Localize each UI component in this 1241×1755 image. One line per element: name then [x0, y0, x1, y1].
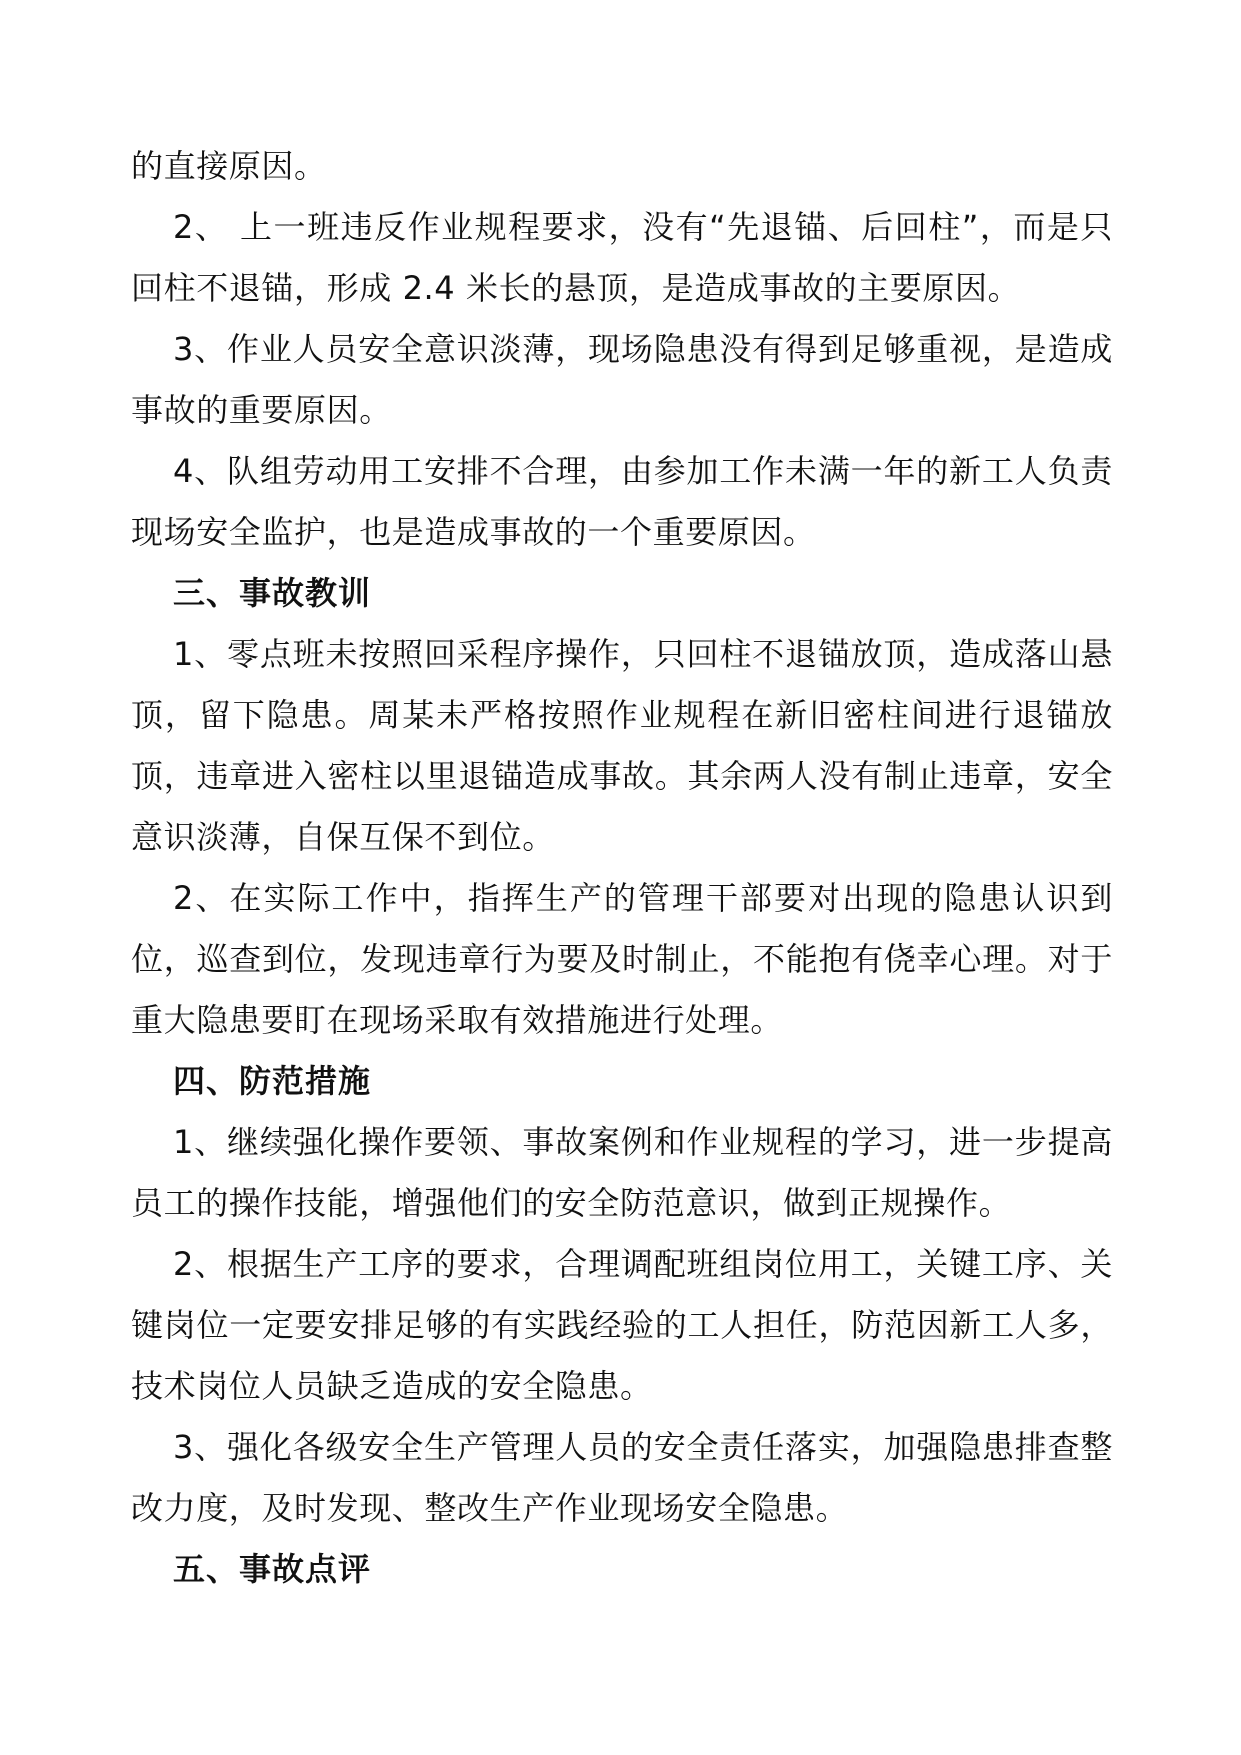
paragraph-measure-2: 2、根据生产工序的要求，合理调配班组岗位用工，关键工序、关键岗位一定要安排足够的有实践经验的工人担任，防范因新工人多，技术岗位人员缺乏造成的安全隐患。	[131, 1245, 1113, 1405]
paragraph-cause-3: 3、作业人员安全意识淡薄，现场隐患没有得到足够重视，是造成事故的重要原因。	[131, 330, 1113, 429]
paragraph-measure-1: 1、继续强化操作要领、事故案例和作业规程的学习，进一步提高员工的操作技能，增强他们的安全防范意识，做到正规操作。	[131, 1123, 1113, 1222]
paragraph-lesson-2: 2、在实际工作中，指挥生产的管理干部要对出现的隐患认识到位，巡查到位，发现违章行为要及时制止，不能抱有侥幸心理。对于重大隐患要盯在现场采取有效措施进行处理。	[131, 879, 1113, 1039]
document-body	[131, 136, 1113, 1600]
paragraph-measure-3: 3、强化各级安全生产管理人员的安全责任落实，加强隐患排查整改力度，及时发现、整改生产作业现场安全隐患。	[131, 1428, 1113, 1527]
section-heading-review: 五、事故点评	[173, 1550, 372, 1588]
paragraph-lesson-1: 1、零点班未按照回采程序操作，只回柱不退锚放顶，造成落山悬顶，留下隐患。周某未严格按照作业规程在新旧密柱间进行退锚放顶，违章进入密柱以里退锚造成事故。其余两人没有制止违章，安全意识淡薄，自保互保不到位。	[131, 635, 1113, 856]
paragraph-cause-2: 2、 上一班违反作业规程要求，没有“先退锚、后回柱”，而是只回柱不退锚，形成 2.4 米长的悬顶，是造成事故的主要原因。	[131, 208, 1113, 307]
paragraph-cause-4: 4、队组劳动用工安排不合理，由参加工作未满一年的新工人负责现场安全监护，也是造成事故的一个重要原因。	[131, 452, 1113, 551]
section-heading-measures: 四、防范措施	[173, 1062, 372, 1100]
paragraph-continuation: 的直接原因。	[131, 147, 327, 185]
section-heading-lessons: 三、事故教训	[173, 574, 372, 612]
